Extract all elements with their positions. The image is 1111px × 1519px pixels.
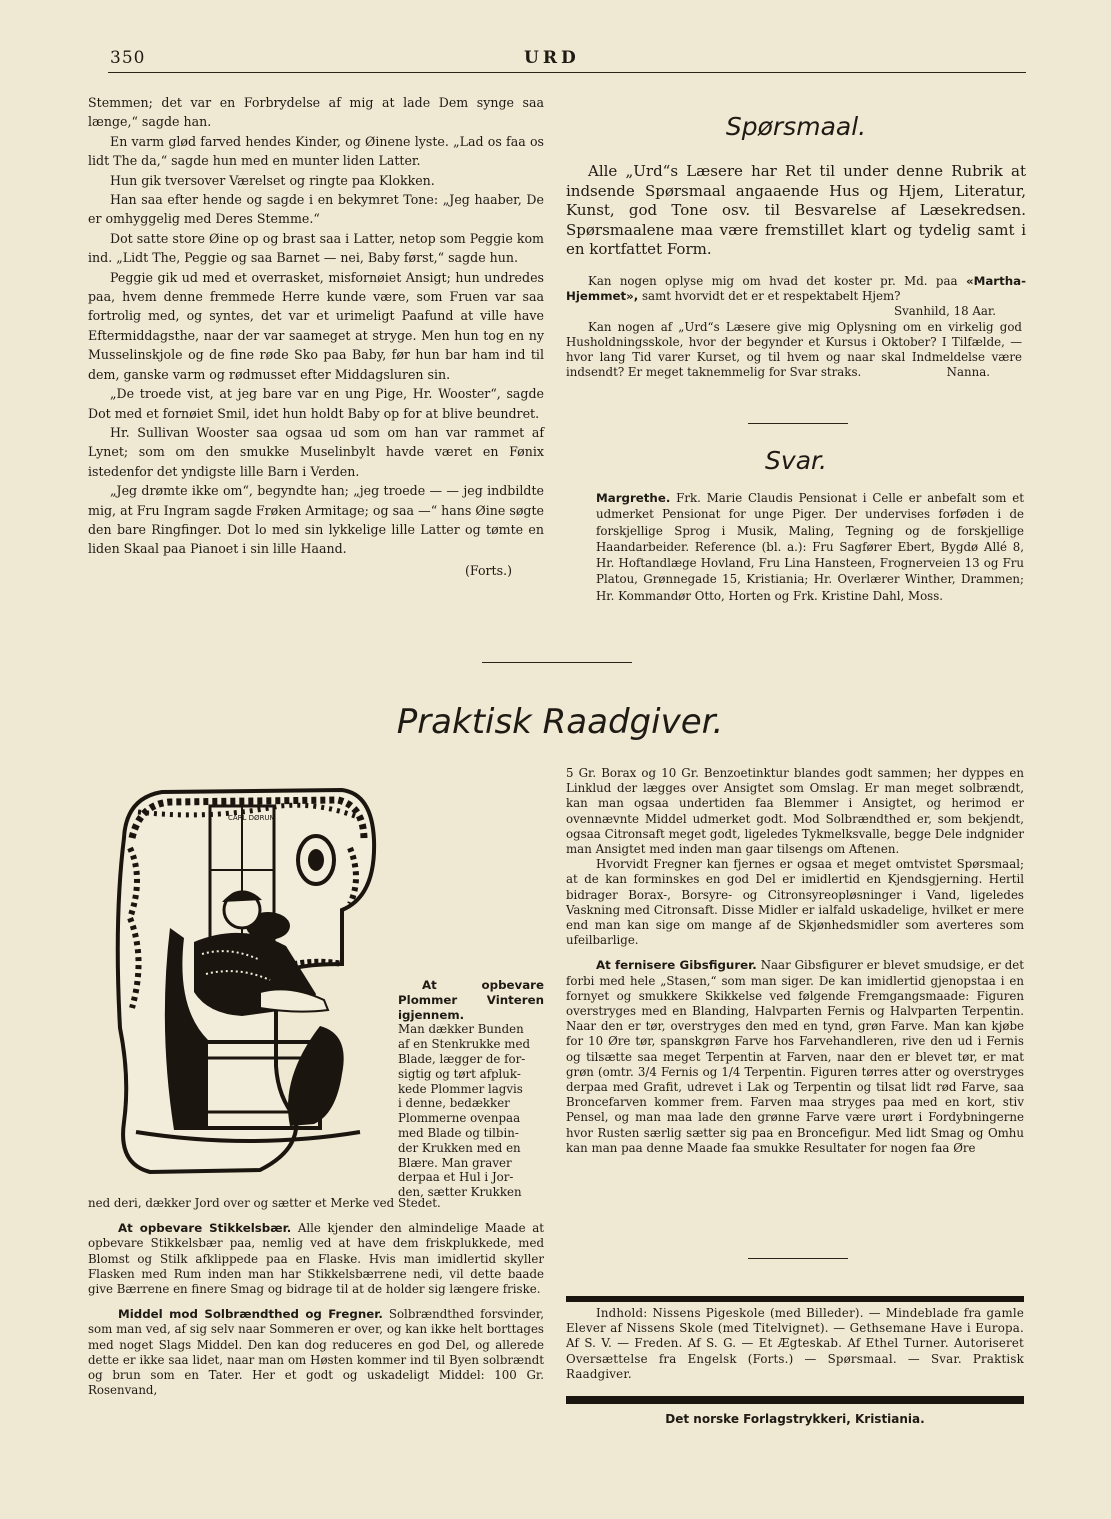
story-paragraph: Peggie gik ud med et overrasket, misfornøiet Ansigt; hun undredes paa, hvem denne fremmede Herre kunde være, som Fruen var saa fortrolig med, og syntes, det var et urimeligt Paafund at ville have Eftermiddagsthe, naar der var saameget at stryge. Men hun tog en ny Musselinskjole og de fine røde Sko paa Baby, før hun bar ham ind til dem, ganske varm og rødmusset efter Middagsluren sin. xyxy=(88,269,544,382)
divider xyxy=(748,423,848,424)
continued-label: (Forts.) xyxy=(464,562,512,578)
plommer-end: ned deri, dækker Jord over og sætter et Merke ved Stedet. xyxy=(88,1196,441,1210)
page-number: 350 xyxy=(110,48,146,68)
question-1-sign: Svanhild, 18 Aar. xyxy=(894,304,996,319)
contents-top-bar xyxy=(566,1296,1024,1302)
plommer-line: af en Stenkrukke med xyxy=(398,1037,531,1052)
plommer-line: med Blade og tilbin- xyxy=(398,1125,519,1140)
plommer-heading: At opbevare Plommer Vinteren igjennem. xyxy=(398,978,544,1022)
questions-intro: Alle „Urd“s Læsere har Ret til under denne Rubrik at indsende Spørsmaal angaaende Hus og Hjem, Literatur, Kunst, god Tone osv. til Besvarelse af Læsekredsen. Spørsmaalene maa være fremstillet klart og tydelig samt i en kortfattet Form. xyxy=(566,162,1026,259)
stikkels-section: At opbevare Stikkelsbær. Alle kjender den almindelige Maade at opbevare Stikkelsbær paa, nemlig ved at have dem friskplukkede, med Blomst og Stilk afklippede paa en Flaske. Hvis man imidlertid skyller Flasken med Rum inden man har Stikkelsbærrene nedi, vil dette baade give Bærrene en finere Smag og bidrage til at de holder sig længere friske. xyxy=(88,1221,544,1297)
story-paragraph: „Jeg drømte ikke om“, begyndte han; „jeg troede — — jeg indbildte mig, at Fru Ingram sagde Frøken Armitage; og saa —“ hans Øine søgte den bare Ringfinger. Dot lo med sin lykkelige lille Latter og tømte en liden Skaal paa Pianoet i sin lille Haand. xyxy=(88,483,544,557)
plommer-line: sigtig og tørt afpluk- xyxy=(398,1066,521,1081)
praktisk-left-column xyxy=(88,1196,544,1398)
contents-box xyxy=(566,1306,1024,1382)
plommer-line: derpaa et Hul i Jor- xyxy=(398,1170,514,1185)
answers-title: Svar. xyxy=(765,446,827,475)
questions-title: Spørsmaal. xyxy=(725,112,867,141)
praktisk-title: Praktisk Raadgiver. xyxy=(396,702,724,742)
story-paragraph: Hr. Sullivan Wooster saa ogsaa ud som om han var rammet af Lynet; som om den smukke Muselinbylt havde været en Fønix istedenfor det yndigste lille Barn i Verden. xyxy=(88,424,544,479)
plommer-section xyxy=(398,978,544,1200)
illustration-signature: CARL DØRUM xyxy=(228,814,276,822)
story-paragraph: Hun gik tversover Værelset og ringte paa Klokken. xyxy=(110,172,435,188)
plommer-line: kede Plommer lagvis xyxy=(398,1081,523,1096)
plommer-line: Blære. Man graver xyxy=(398,1155,512,1170)
answer-text: Margrethe. Frk. Marie Claudis Pensionat i Celle er anbefalt som et udmerket Pensionat for unge Piger. Der undervises forføden i de forskjellige Sprog i Musik, Maling, Tegning og de forskjellige Haandarbeider. Reference (bl. a.): Fru Sagfører Ebert, Bygdø Allé 8, Hr. Hoftandlæge Hovland, Fru Lina Hansteen, Frognerveien 13 og Fru Platou, Grønnegade 15, Kristiania; Hr. Overlærer Winther, Drammen; Hr. Kommandør Otto, Horten og Frk. Kristine Dahl, Moss. xyxy=(596,491,1024,603)
plommer-line: der Krukken med en xyxy=(398,1140,521,1155)
question-1: Kan nogen oplyse mig om hvad det koster pr. Md. paa «Martha-Hjemmet», samt hvorvidt det er et respektabelt Hjem? xyxy=(566,273,1027,304)
story-paragraph: Stemmen; det var en Forbrydelse af mig at lade Dem synge saa længe,“ sagde han. xyxy=(88,95,544,130)
plommer-line: Plommerne ovenpaa xyxy=(398,1111,521,1126)
story-paragraph: En varm glød farved hendes Kinder, og Øinene lyste. „Lad os faa os lidt The da,“ sagde hun med en munter liden Latter. xyxy=(88,133,544,169)
printer-credit: Det norske Forlagstrykkeri, Kristiania. xyxy=(665,1412,925,1426)
woman-reading-illustration xyxy=(110,778,388,1178)
story-paragraph: „De troede vist, at jeg bare var en ung Pige, Hr. Wooster“, sagde Dot med et fornøiet Smil, idet hun holdt Baby op for at blive beundret. xyxy=(88,386,544,421)
journal-title: URD xyxy=(524,48,580,68)
divider xyxy=(482,662,632,663)
story-paragraph: Dot satte store Øine op og brast saa i Latter, netop som Peggie kom ind. „Lidt The, Peggie og saa Barnet — nei, Baby først,“ sagde hun. xyxy=(88,230,544,266)
story-column xyxy=(88,93,544,580)
question-2-sign: Nanna. xyxy=(946,365,990,380)
story-paragraph: Han saa efter hende og sagde i en bekymret Tone: „Jeg haaber, De er omhyggelig med Deres Stemme.“ xyxy=(88,192,544,227)
divider xyxy=(748,1258,848,1259)
plommer-line: Blade, lægger de for- xyxy=(398,1051,526,1066)
gibs-section: At fernisere Gibsfigurer. Naar Gibsfigurer er blevet smudsige, er det forbi med hele „Stasen,“ som man siger. De kan imidlertid gjenopstaa i en fornyet og smukkere Skikkelse ved følgende Fremgangsmaade: Figuren overstryges med en Blanding, Halvparten Fernis og Halvparten Terpentin. Naar den er tør, overstryges den med en tynd, grøn Farve. Man kan kjøbe for 10 Øre tør, spanskgrøn Farve hos Farvehandleren, rive den ud i Fernis og tilsætte saa meget Terpentin at Farven, naar den er blevet tør, er mat grøn (omtr. 3/4 Fernis og 1/4 Terpentin. Figuren tørres atter og overstryges derpaa med Grafit, udrevet i Lak og Terpentin og tilsat lidt rød Farve, saa Broncefarven kommer frem. Farven maa stryges paa med en kort, stiv Pensel, og man maa lade den grønne Farve være urørt i Fordybningerne hvor Rusten særlig sætter sig paa en Broncefigur. Med lidt Smag og Omhu kan man paa denne Maade faa smukke Resultater for nogen faa Øre xyxy=(566,958,1024,1155)
answers-section xyxy=(596,490,1024,604)
questions-section xyxy=(566,162,1026,381)
contents-bottom-bar xyxy=(566,1396,1024,1404)
plommer-line: Man dækker Bunden xyxy=(398,1022,524,1037)
header-rule xyxy=(108,72,1026,73)
praktisk-right-column xyxy=(566,766,1024,1156)
solbraend-section: Middel mod Solbrændthed og Fregner. Solbrændthed forsvinder, som man ved, af sig selv naar Sommeren er over, og kan ikke helt borttages med noget Slags Middel. Den kan dog reduceres en god Del, og allerede dette er ikke saa lidet, naar man om Høsten kommer ind til Byen solbrændt og brun som en Tater. Her et godt og uskadeligt Middel: 100 Gr. Rosenvand, xyxy=(88,1307,544,1398)
solbraend-continued: 5 Gr. Borax og 10 Gr. Benzoetinktur blandes godt sammen; her dyppes en Linklud der lægges over Ansigtet som Omslag. Er man meget solbrændt, kan man ogsaa undertiden faa Blemmer i Ansigtet, og herimod er ovennævnte Middel udmerket godt. Mod Solbrændthed er, som bekjendt, ogsaa Citronsaft meget godt, ligeledes Tykmelksvalle, begge Dele indgnider man Ansigtet med inden man gaar tilsengs om Aftenen. xyxy=(566,766,1024,857)
plommer-line: den, sætter Krukken xyxy=(398,1185,522,1200)
contents-text: Indhold: Nissens Pigeskole (med Billeder). — Mindeblade fra gamle Elever af Nissens Skole (med Titelvignet). — Gethsemane Have i Europa. Af S. V. — Freden. Af S. G. — Et Ægteskab. Af Ethel Turner. Autoriseret Oversættelse fra Engelsk (Forts.) — Spørsmaal. — Svar. Praktisk Raadgiver. xyxy=(566,1306,1024,1381)
question-2: Kan nogen af „Urd“s Læsere give mig Oplysning om en virkelig god Husholdningsskole, hvor der begynder et Kursus i Oktober? I Tilfælde, — hvor lang Tid varer Kurset, og til hvem og naar skal Indmeldelse være indsendt? Er meget taknemmelig for Svar straks. xyxy=(566,319,1022,380)
plommer-line: i denne, bedækker xyxy=(398,1096,510,1111)
fregner-paragraph: Hvorvidt Fregner kan fjernes er ogsaa et meget omtvistet Spørsmaal; at de kan forminskes en god Del er imidlertid en Kjendsgjerning. Hertil bidrager Borax-, Borsyre- og Citronsyreopløsninger i Vand, ligeledes Vaskning med Citronsaft. Disse Midler er ialfald uskadelige, hvilket er mere end man kan sige om mange af de Skjønhedsmidler som averteres som ufeilbarlige. xyxy=(566,857,1024,948)
